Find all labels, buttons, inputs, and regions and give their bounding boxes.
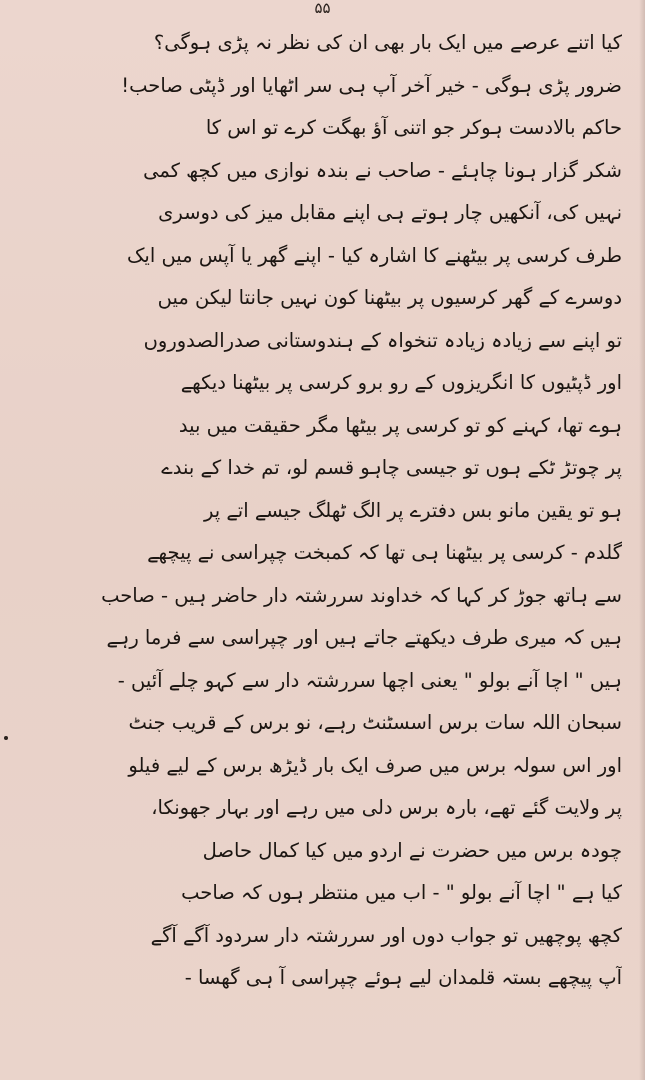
margin-ink-dot	[4, 736, 8, 740]
text-line: ہیں " اچا آنے بولو " یعنی اچھا سررشتہ دار سے کہو چلے آئیں -	[117, 668, 622, 692]
page-number: ۵۵	[314, 0, 331, 17]
text-line: اور ڈپٹیوں کا انگریزوں کے رو برو کرسی پر بیٹھنا دیکھے	[180, 371, 622, 394]
text-line: ضرور پڑی ہوگی - خیر آخر آپ ہی سر اٹھایا اور ڈپٹی صاحب!	[121, 73, 622, 97]
text-line: اور اس سولہ برس میں صرف ایک بار ڈیڑھ برس کے لیے فیلو	[128, 753, 622, 777]
text-line: سبحان اللہ سات برس اسسٹنٹ رہے، نو برس کے قریب جنٹ	[128, 711, 622, 734]
text-line: کیا ہے " اچا آنے بولو " - اب میں منتظر ہوں کہ صاحب	[181, 881, 622, 904]
text-line: ہیں کہ میری طرف دیکھتے جاتے ہیں اور چپراسی سے فرما رہے	[106, 626, 622, 649]
urdu-text-body	[30, 22, 622, 1000]
text-line: کیا اتنے عرصے میں ایک بار بھی ان کی نظر نہ پڑی ہوگی؟	[153, 31, 622, 54]
text-line: چودہ برس میں حضرت نے اردو میں کیا کمال حاصل	[202, 838, 622, 862]
page-edge-shadow	[639, 0, 645, 1080]
text-line: ہوے تھا، کہنے کو تو کرسی پر بیٹھا مگر حقیقت میں بید	[178, 413, 622, 437]
text-line: طرف کرسی پر بیٹھنے کا اشارہ کیا - اپنے گھر یا آپس میں ایک	[126, 243, 622, 267]
text-line: تو اپنے سے زیادہ زیادہ تنخواہ کے ہندوستانی صدرالصدوروں	[143, 328, 622, 352]
text-line: پر ولایت گئے تھے، بارہ برس دلی میں رہے اور بہار جھونکا،	[151, 796, 622, 819]
text-line: آپ پیچھے بستہ قلمدان لیے ہوئے چپراسی آ ہی گھسا -	[184, 966, 622, 989]
text-line: سے ہاتھ جوڑ کر کہا کہ خداوند سررشتہ دار حاضر ہیں - صاحب	[101, 583, 622, 607]
text-line: پر چوتڑ ٹکے ہوں تو جیسی چاہو قسم لو، تم خدا کے بندے	[161, 456, 622, 479]
text-line: نہیں کی، آنکھیں چار ہوتے ہی اپنے مقابل میز کی دوسری	[158, 201, 622, 224]
text-line: گلدم - کرسی پر بیٹھنا ہی تھا کہ کمبخت چپراسی نے پیچھے	[147, 541, 622, 564]
text-line: کچھ پوچھیں تو جواب دوں اور سررشتہ دار سردود آگے آگے	[150, 923, 622, 947]
text-line: حاکم بالادست ہوکر جو اتنی آؤ بھگت کرے تو اس کا	[205, 116, 622, 139]
text-line: دوسرے کے گھر کرسیوں پر بیٹھنا کون نہیں جانتا لیکن میں	[157, 286, 622, 309]
text-line: شکر گزار ہونا چاہئے - صاحب نے بندہ نوازی میں کچھ کمی	[143, 158, 622, 182]
text-line: ہو تو یقین مانو بس دفترے پر الگ ٹھلگ جیسے اتے پر	[204, 498, 622, 522]
